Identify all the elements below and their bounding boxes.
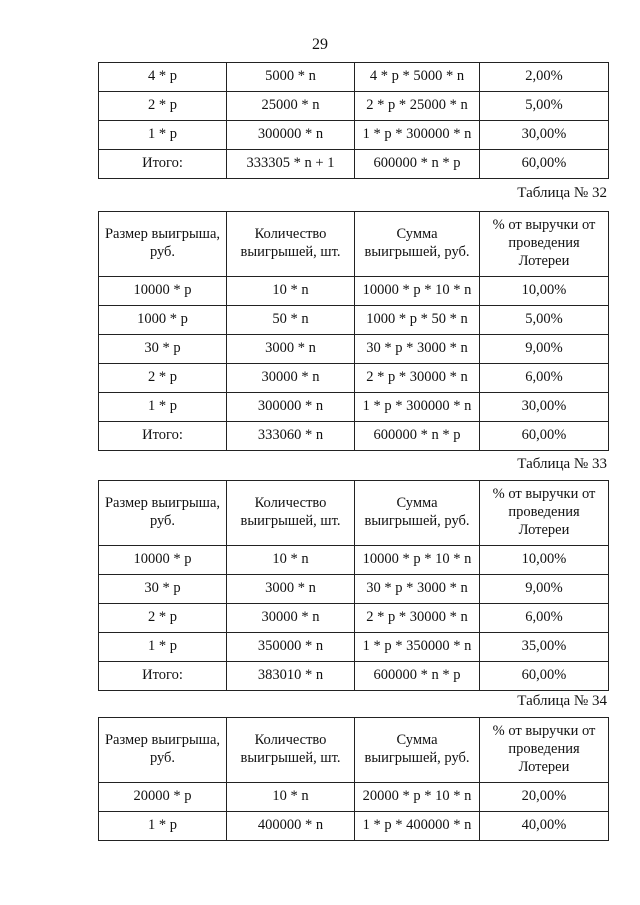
page-number: 29	[312, 36, 328, 53]
table-row	[99, 422, 609, 451]
prize-count-cell: 3000 * n	[227, 575, 355, 604]
revenue-percent-cell: 10,00%	[480, 277, 609, 306]
prize-size-cell: Итого:	[99, 662, 227, 691]
prize-size-cell: 30 * p	[99, 335, 227, 364]
revenue-percent-cell: 6,00%	[480, 364, 609, 393]
prize-sum-cell: 1 * p * 300000 * n	[355, 393, 480, 422]
prize-size-cell: 2 * p	[99, 364, 227, 393]
prize-sum-cell: 600000 * n * p	[355, 422, 480, 451]
revenue-percent-cell: 60,00%	[480, 422, 609, 451]
prize-count-cell: 10 * n	[227, 277, 355, 306]
prize-size-cell: Итого:	[99, 422, 227, 451]
prize-sum-cell: 10000 * p * 10 * n	[355, 546, 480, 575]
table-caption-33: Таблица № 33	[517, 456, 607, 472]
prize-count-cell: 10 * n	[227, 546, 355, 575]
table-body	[99, 63, 609, 179]
prize-count-cell: 30000 * n	[227, 604, 355, 633]
header-cell: Размер выигрыша, руб.	[99, 212, 227, 277]
prize-count-cell: 300000 * n	[227, 393, 355, 422]
prize-count-cell: 400000 * n	[227, 812, 355, 841]
revenue-percent-cell: 60,00%	[480, 662, 609, 691]
header-cell: Сумма выигрышей, руб.	[355, 481, 480, 546]
revenue-percent-cell: 10,00%	[480, 546, 609, 575]
prize-size-cell: 1 * p	[99, 393, 227, 422]
table-row	[99, 335, 609, 364]
prize-size-cell: 2 * p	[99, 92, 227, 121]
revenue-percent-cell: 5,00%	[480, 92, 609, 121]
table-caption-34: Таблица № 34	[517, 693, 607, 709]
table-row	[99, 150, 609, 179]
table-row	[99, 812, 609, 841]
header-row	[99, 212, 609, 277]
prize-table-continued	[98, 62, 609, 179]
prize-size-cell: 4 * p	[99, 63, 227, 92]
table-row	[99, 662, 609, 691]
table-row	[99, 575, 609, 604]
table-body	[99, 546, 609, 691]
table-header	[99, 481, 609, 546]
prize-count-cell: 333060 * n	[227, 422, 355, 451]
prize-size-cell: 10000 * p	[99, 277, 227, 306]
prize-count-cell: 5000 * n	[227, 63, 355, 92]
revenue-percent-cell: 2,00%	[480, 63, 609, 92]
prize-table-34	[98, 717, 609, 841]
header-cell: Размер выигрыша, руб.	[99, 718, 227, 783]
prize-size-cell: 1 * p	[99, 121, 227, 150]
prize-size-cell: 1 * p	[99, 812, 227, 841]
prize-count-cell: 300000 * n	[227, 121, 355, 150]
prize-sum-cell: 30 * p * 3000 * n	[355, 575, 480, 604]
prize-sum-cell: 2 * p * 30000 * n	[355, 604, 480, 633]
header-cell: Сумма выигрышей, руб.	[355, 212, 480, 277]
table-row	[99, 604, 609, 633]
prize-sum-cell: 1 * p * 300000 * n	[355, 121, 480, 150]
prize-sum-cell: 1 * p * 350000 * n	[355, 633, 480, 662]
prize-count-cell: 333305 * n + 1	[227, 150, 355, 179]
prize-sum-cell: 1000 * p * 50 * n	[355, 306, 480, 335]
header-row	[99, 718, 609, 783]
table-row	[99, 63, 609, 92]
prize-sum-cell: 600000 * n * p	[355, 662, 480, 691]
prize-count-cell: 50 * n	[227, 306, 355, 335]
revenue-percent-cell: 30,00%	[480, 121, 609, 150]
table-header	[99, 212, 609, 277]
prize-sum-cell: 2 * p * 25000 * n	[355, 92, 480, 121]
table-body	[99, 783, 609, 841]
prize-sum-cell: 20000 * p * 10 * n	[355, 783, 480, 812]
table-body	[99, 277, 609, 451]
header-cell: Сумма выигрышей, руб.	[355, 718, 480, 783]
table-row	[99, 633, 609, 662]
revenue-percent-cell: 9,00%	[480, 335, 609, 364]
table-header	[99, 718, 609, 783]
prize-size-cell: 20000 * p	[99, 783, 227, 812]
prize-sum-cell: 2 * p * 30000 * n	[355, 364, 480, 393]
table-caption-32: Таблица № 32	[517, 185, 607, 201]
revenue-percent-cell: 35,00%	[480, 633, 609, 662]
prize-size-cell: 30 * p	[99, 575, 227, 604]
header-cell: % от выручки от проведения Лотереи	[480, 212, 609, 277]
prize-table-33	[98, 480, 609, 691]
prize-count-cell: 3000 * n	[227, 335, 355, 364]
prize-count-cell: 30000 * n	[227, 364, 355, 393]
revenue-percent-cell: 60,00%	[480, 150, 609, 179]
revenue-percent-cell: 5,00%	[480, 306, 609, 335]
prize-size-cell: 1 * p	[99, 633, 227, 662]
revenue-percent-cell: 6,00%	[480, 604, 609, 633]
table-row	[99, 121, 609, 150]
prize-sum-cell: 4 * p * 5000 * n	[355, 63, 480, 92]
header-cell: Количество выигрышей, шт.	[227, 212, 355, 277]
prize-size-cell: 10000 * p	[99, 546, 227, 575]
revenue-percent-cell: 20,00%	[480, 783, 609, 812]
header-cell: Размер выигрыша, руб.	[99, 481, 227, 546]
prize-size-cell: 2 * p	[99, 604, 227, 633]
table-row	[99, 92, 609, 121]
prize-count-cell: 383010 * n	[227, 662, 355, 691]
table-row	[99, 364, 609, 393]
prize-table-32	[98, 211, 609, 451]
table-row	[99, 783, 609, 812]
prize-sum-cell: 600000 * n * p	[355, 150, 480, 179]
table-row	[99, 306, 609, 335]
header-cell: Количество выигрышей, шт.	[227, 718, 355, 783]
prize-size-cell: Итого:	[99, 150, 227, 179]
header-row	[99, 481, 609, 546]
prize-sum-cell: 10000 * p * 10 * n	[355, 277, 480, 306]
prize-sum-cell: 30 * p * 3000 * n	[355, 335, 480, 364]
prize-count-cell: 25000 * n	[227, 92, 355, 121]
revenue-percent-cell: 40,00%	[480, 812, 609, 841]
revenue-percent-cell: 9,00%	[480, 575, 609, 604]
header-cell: Количество выигрышей, шт.	[227, 481, 355, 546]
prize-sum-cell: 1 * p * 400000 * n	[355, 812, 480, 841]
revenue-percent-cell: 30,00%	[480, 393, 609, 422]
prize-count-cell: 350000 * n	[227, 633, 355, 662]
header-cell: % от выручки от проведения Лотереи	[480, 718, 609, 783]
prize-size-cell: 1000 * p	[99, 306, 227, 335]
table-row	[99, 546, 609, 575]
table-row	[99, 277, 609, 306]
table-row	[99, 393, 609, 422]
header-cell: % от выручки от проведения Лотереи	[480, 481, 609, 546]
prize-count-cell: 10 * n	[227, 783, 355, 812]
